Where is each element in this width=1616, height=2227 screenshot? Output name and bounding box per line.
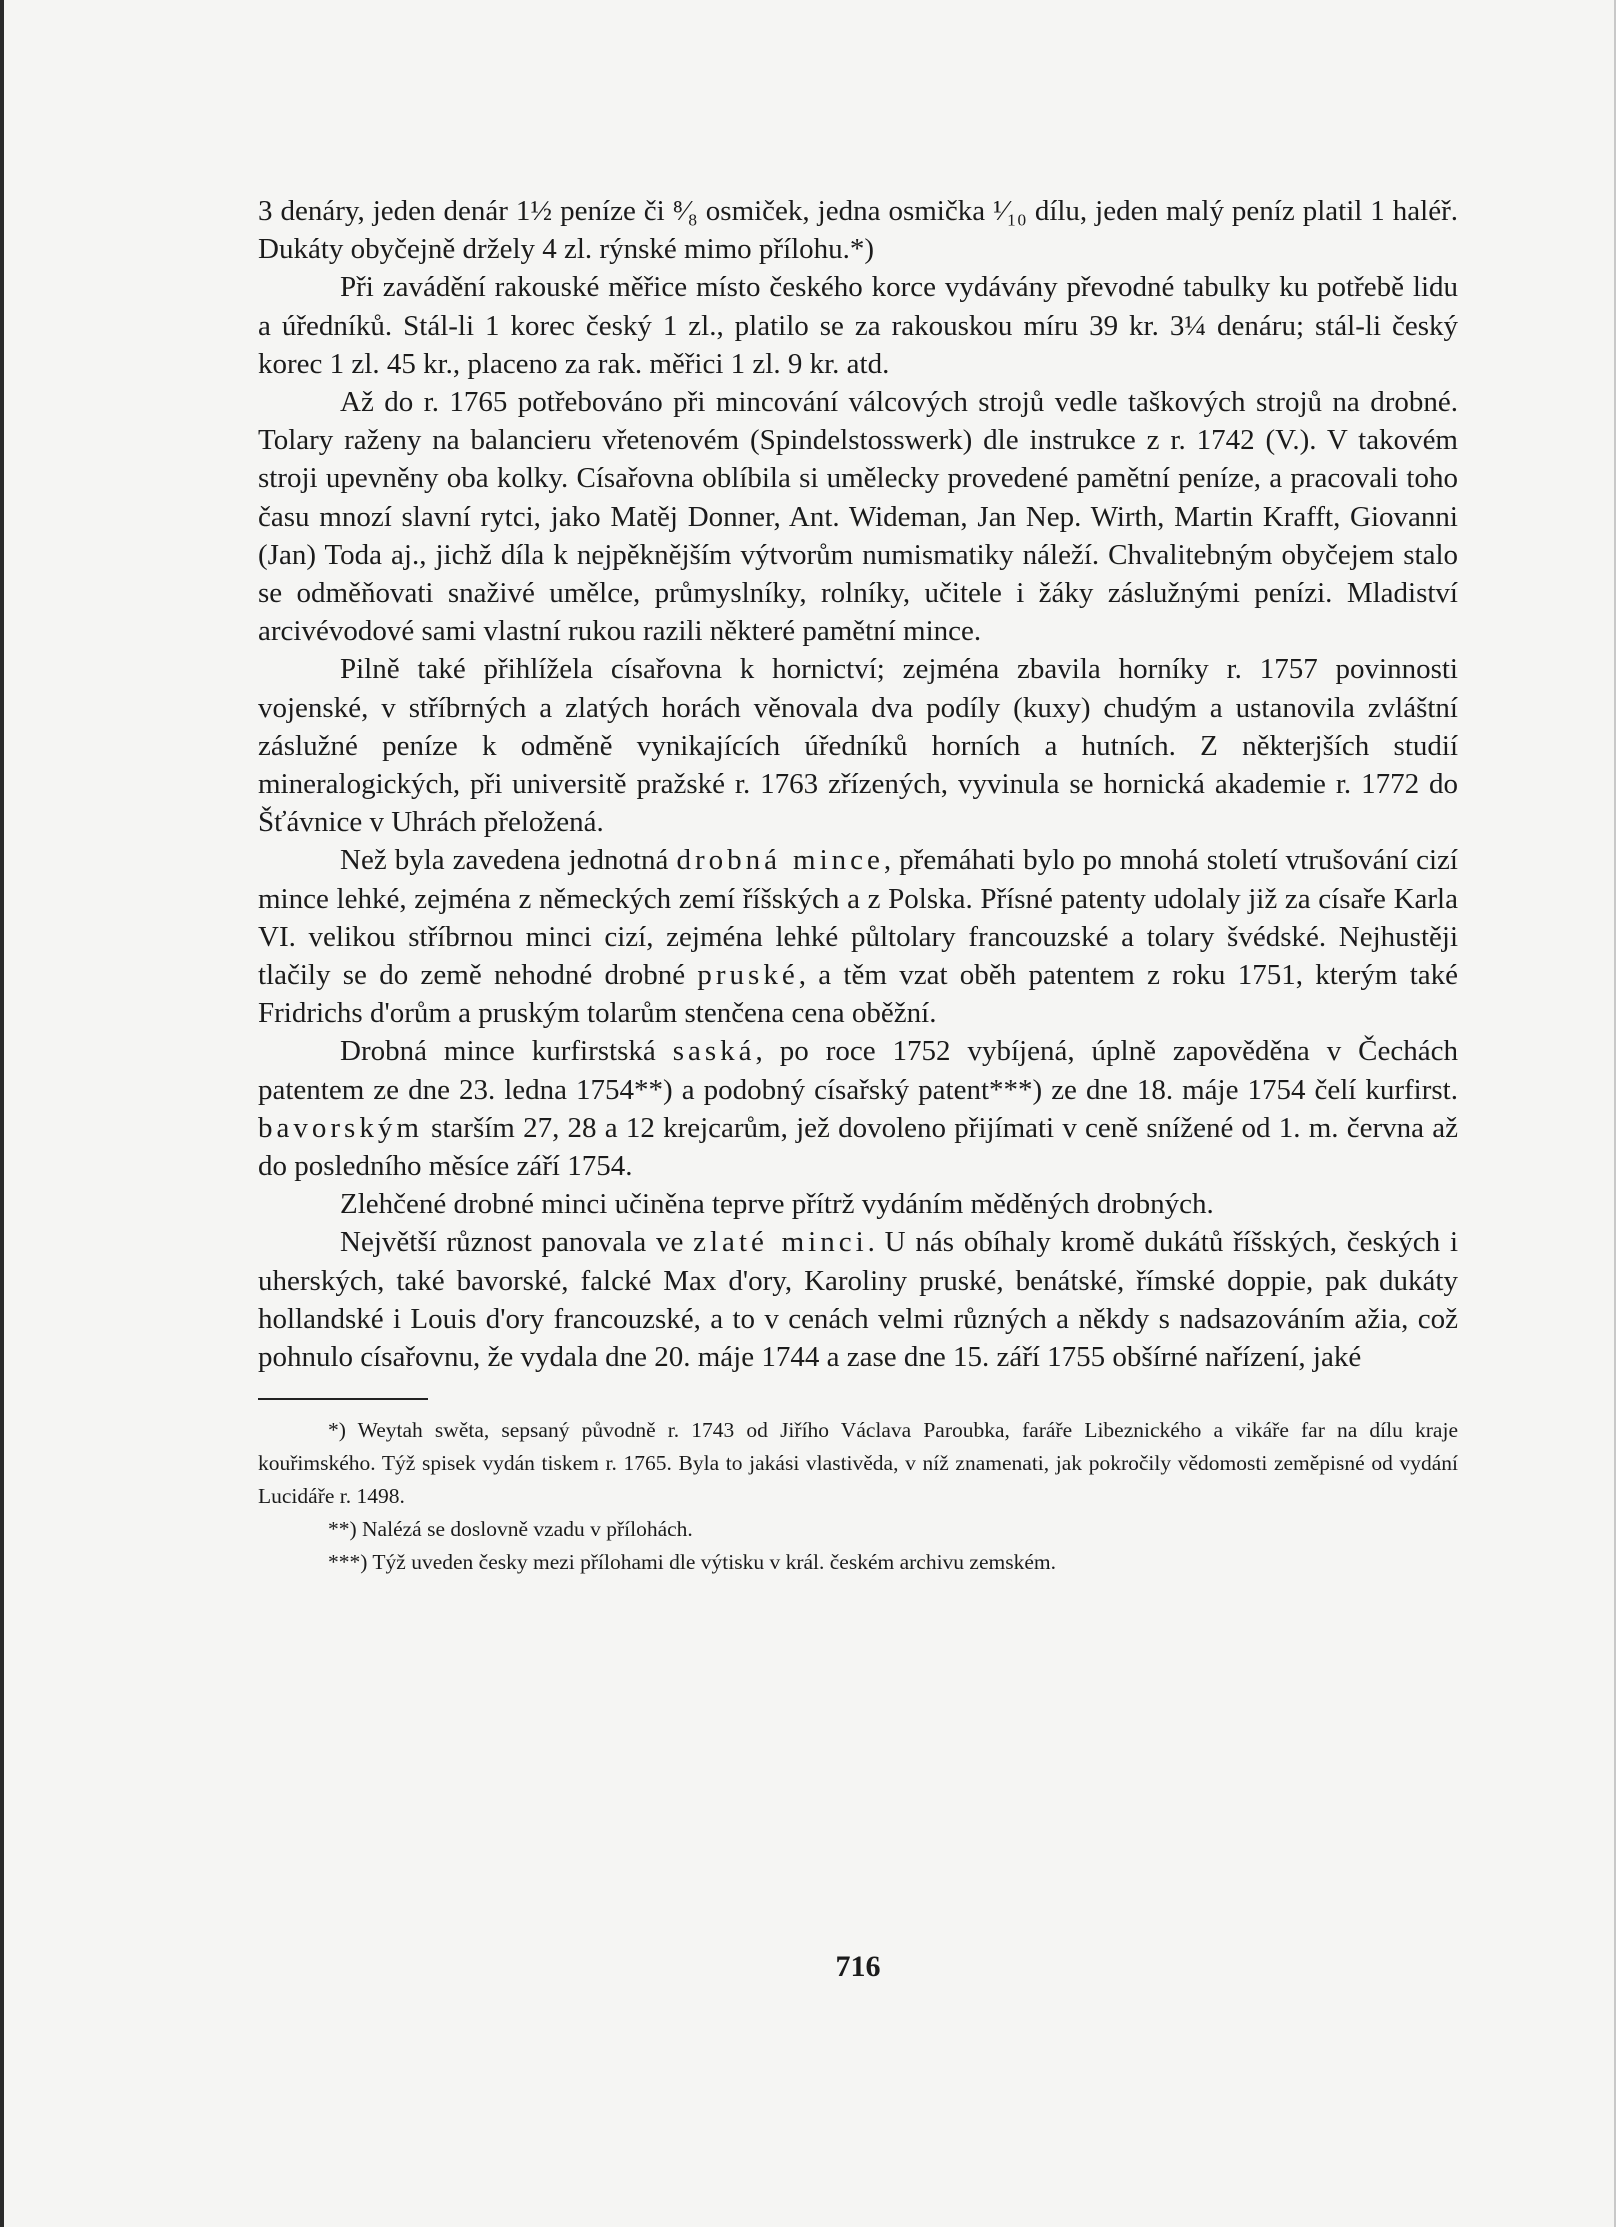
paragraph-3: Až do r. 1765 potřebováno při mincování válcových strojů vedle taškových strojů na drobné. Tolary raženy na balancieru vřetenovém (Spindelstosswerk) dle instrukce z r. 1742 (V.). V takovém stroji upevněny oba kolky. Císařovna oblíbila si umělecky provedené pamětní peníze, a pracovali toho času mnozí slavní rytci, jako Matěj Donner, Ant. Wideman, Jan Nep. Wirth, Martin Krafft, Giovanni (Jan) Toda aj., jichž díla k nejpěknějším výtvorům numismatiky náleží. Chvalitebným obyčejem stalo se odměňovati snaživé umělce, průmyslníky, rolníky, učitele i žáky záslužnými penízi. Mladiství arcivévodové sami vlastní rukou razili některé pamětní mince.	[258, 386, 1458, 648]
paragraph-8-spaced: zlaté minci	[693, 1226, 868, 1259]
paragraph-4: Pilně také přihlížela císařovna k hornictví; zejména zbavila horníky r. 1757 povinnosti vojenské, v stříbrných a zlatých horách věnovala dva podíly (kuxy) chudým a ustanovila zvláštní záslužné peníze k odměně vynikajících úředníků horních a hutních. Z některjších studií mineralogických, při universitě pražské r. 1763 zřízených, vyvinula se hornická akademie r. 1772 do Šťávnice v Uhrách přeložená.	[258, 653, 1458, 839]
paragraph-5-after: , přemáhati bylo po mnohá století vtrušování cizí mince lehké, zejména z německých zemí říšských a z Polska. Přísné patenty udolaly již za císaře Karla VI. velikou stříbrnou minci cizí, zejména lehké půltolary francouzské a tolary švédské. Nejhustěji tlačily se do země nehodné drobné	[258, 844, 1458, 992]
paragraph-6	[258, 1032, 1458, 1185]
paragraph-6-after-2: starším 27, 28 a 12 krejcarům, jež dovoleno přijímati v ceně snížené od 1. m. června až do posledního měsíce září 1754.	[258, 1111, 1458, 1183]
paragraph-5-after-2: , a těm vzat oběh patentem z roku 1751, kterým také Fridrichs d'orům a pruským tolarům stenčena cena oběžní.	[258, 959, 1458, 1030]
paragraph-5-before: Než byla zavedena jednotná	[340, 844, 677, 877]
paragraph-5	[258, 841, 1458, 1032]
footnote-2: **) Nalézá se doslovně vzadu v přílohách.	[328, 1517, 693, 1542]
paragraph-8	[258, 1223, 1458, 1376]
footnote-divider	[258, 1398, 428, 1400]
paragraph-5-spaced-2: pruské	[697, 959, 799, 992]
paragraph-6-spaced-2: bavorským	[258, 1111, 423, 1144]
page-body	[258, 192, 1459, 1983]
scan-edge-left	[0, 0, 4, 2227]
paragraph-6-after: , po roce 1752 vybíjená, úplně zapověděna v Čechách patentem ze dne 23. ledna 1754**) a podobný císařský patent***) ze dne 18. máje 1754 čelí kurfirst.	[258, 1035, 1459, 1106]
paragraph-6-before: Drobná mince kurfirstská	[340, 1035, 673, 1068]
paragraph-8-after: . U nás obíhaly kromě dukátů říšských, českých i uherských, také bavorské, falcké Max d'ory, Karoliny pruské, benátské, římské doppie, pak dukáty hollandské i Louis d'ory francouzské, a to v cenách velmi různých a někdy s nadsazováním ažia, což pohnulo císařovnu, že vydala dne 20. máje 1744 a zase dne 15. září 1755 obšírné nařízení, jaké	[258, 1226, 1459, 1374]
paragraph-7: Zlehčené drobné minci učiněna teprve přítrž vydáním měděných drobných.	[340, 1188, 1214, 1221]
paragraph-1: 3 denáry, jeden denár 1½ peníze či ⁸⁄₈ osmiček, jedna osmička ¹⁄₁₀ dílu, jeden malý peníz platil 1 haléř. Dukáty obyčejně držely 4 zl. rýnské mimo přílohu.*)	[258, 195, 1458, 266]
paragraph-8-before: Největší různost panovala ve	[340, 1226, 694, 1259]
footnote-1: *) Weytah swěta, sepsaný původně r. 1743 od Jiřího Václava Paroubka, faráře Libeznického a vikáře far na dílu kraje kouřimského. Týž spisek vydán tiskem r. 1765. Byla to jakási vlastivěda, v níž znamenati, jak pokročily vědomosti zeměpisné od vydání Lucidáře r. 1498.	[258, 1418, 1458, 1509]
paragraph-2: Při zavádění rakouské měřice místo českého korce vydávány převodné tabulky ku potřebě lidu a úředníků. Stál-li 1 korec český 1 zl., platilo se za rakouskou míru 39 kr. 3¼ denáru; stál-li český korec 1 zl. 45 kr., placeno za rak. měřici 1 zl. 9 kr. atd.	[258, 271, 1458, 380]
paragraph-6-spaced: saská	[672, 1035, 756, 1068]
footnote-3: ***) Týž uveden česky mezi přílohami dle výtisku v král. českém archivu zemském.	[328, 1550, 1056, 1575]
page-number: 716	[835, 1950, 881, 1983]
paragraph-5-spaced: drobná mince	[676, 844, 884, 877]
